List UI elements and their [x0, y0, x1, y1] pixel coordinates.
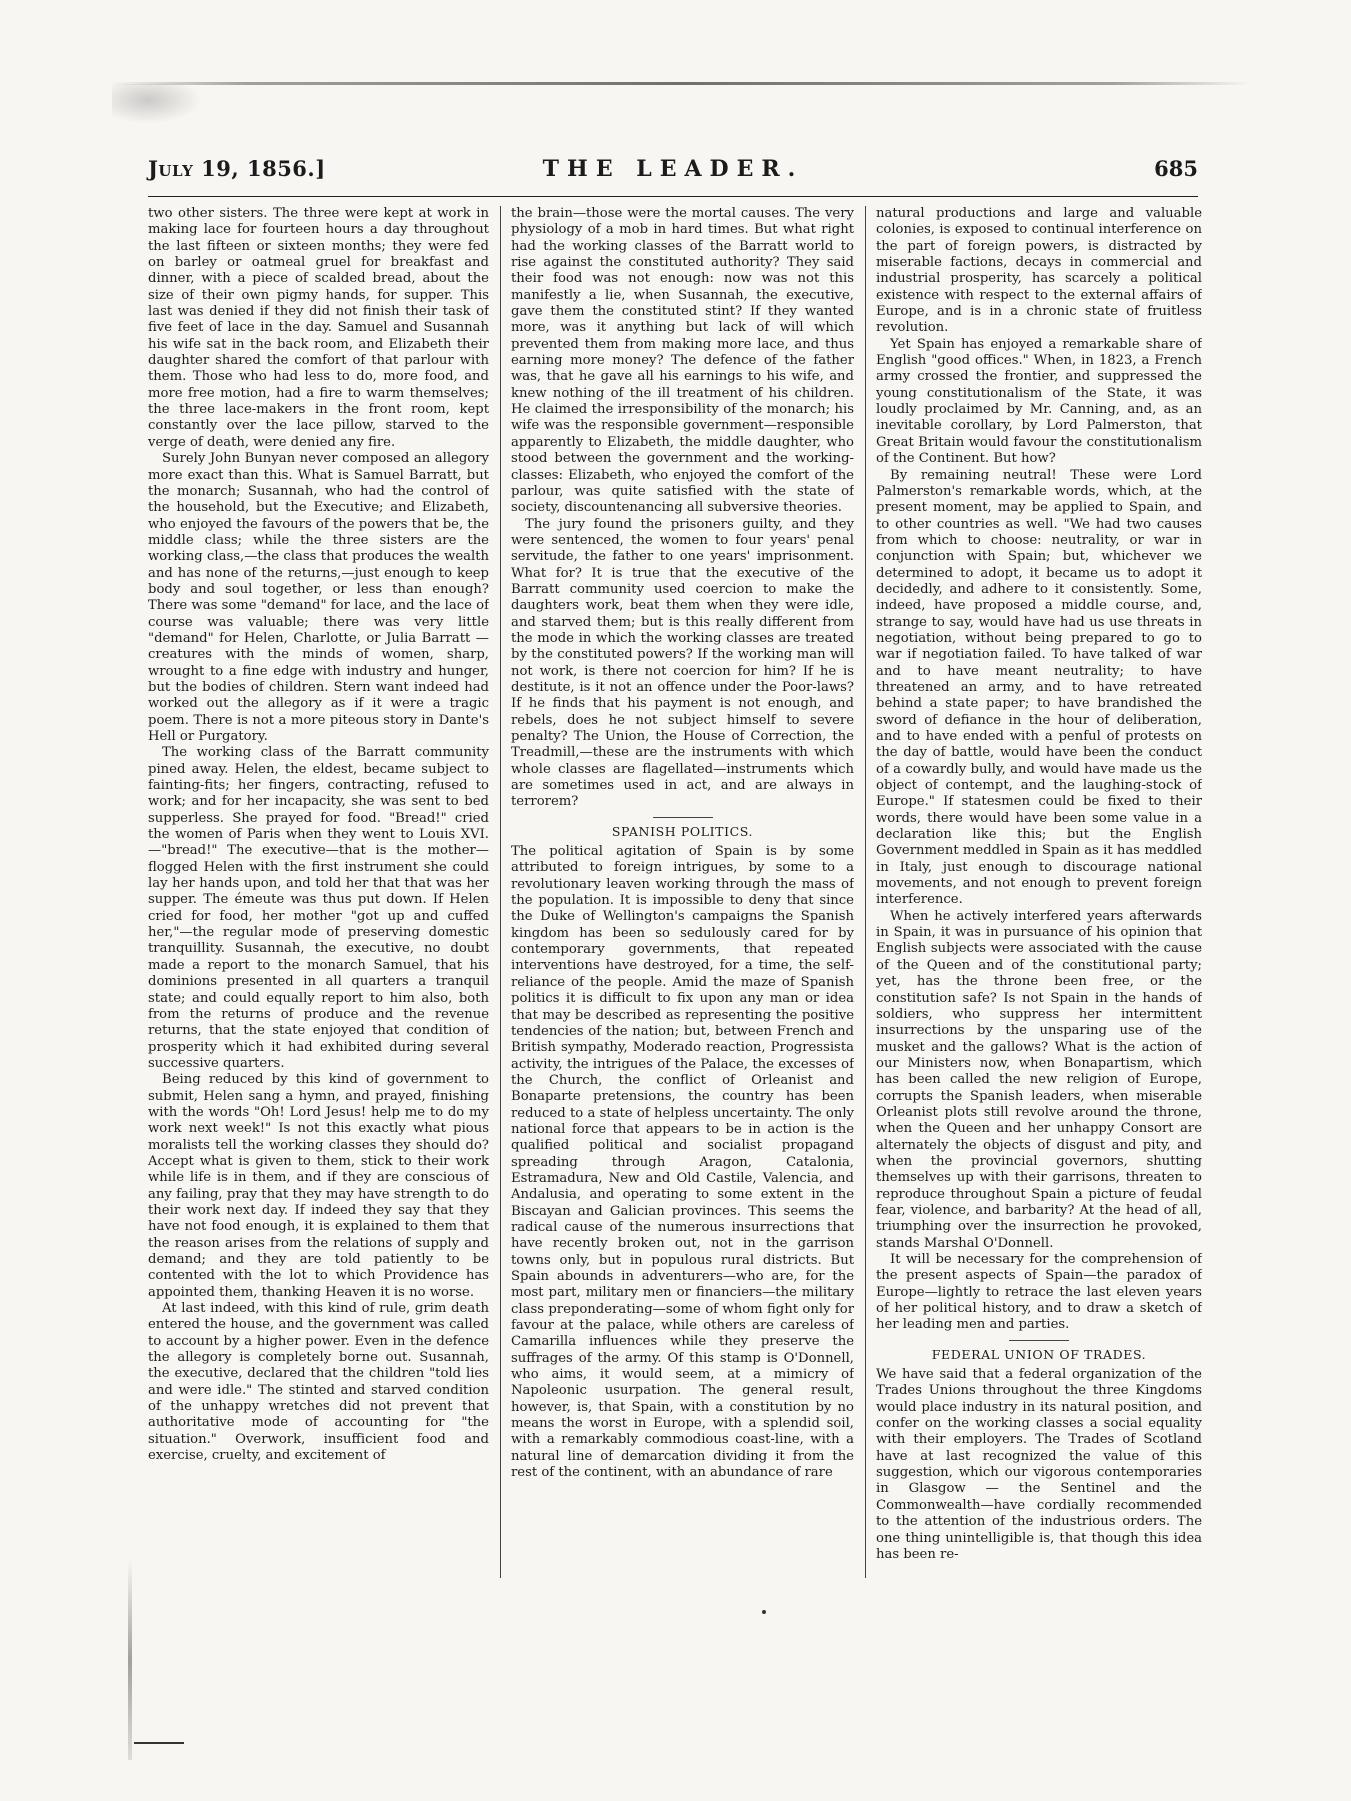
- paragraph: At last indeed, with this kind of rule, grim death entered the house, and the government was called to account by a higher power. Even in the defence the allegory is completely borne out. Susannah, the executive, declared that the children "told lies and were idle." The stinted and starved condition of the unhappy wretches did not prevent that authoritative mode of accounting for "the situation." Overwork, insufficient food and exercise, cruelty, and excitement of: [148, 1301, 489, 1464]
- scan-scratch: [128, 1560, 132, 1760]
- paragraph: By remaining neutral! These were Lord Palmerston's remarkable words, which, at the present moment, may be applied to Spain, and to other countries as well. "We had two causes from which to choose: neutrality, or war in conjunction with Spain; but, whichever we determined to adopt, it became us to adopt it decidedly, and adhere to it consistently. Some, indeed, have proposed a middle course, and, strange to say, would have had us use threats in negotiation, without being prepared to go to war if negotiation failed. To have talked of war and to have meant neutrality; to have threatened an army, and to have retreated behind a state paper; to have brandished the sword of defiance in the hour of deliberation, and to have ended with a penful of protests on the day of battle, would have been the conduct of a cowardly bully, and would have made us the object of contempt, and the laughing-stock of Europe." If statesmen could be fixed to their words, there would have been some value in a declaration like this; but the English Government meddled in Spain as it has meddled in Italy, just enough to discourage national movements, and not enough to prevent foreign interference.: [876, 467, 1202, 908]
- paragraph: We have said that a federal organization of the Trades Unions throughout the three Kingdoms would place industry in its natural position, and confer on the working classes a social equality with their employers. The Trades of Scotland have at last recognized the value of this suggestion, which our vigorous contemporaries in Glasgow — the Sentinel and the Commonwealth—have cordially recommended to the attention of the industrious orders. The one thing unintelligible is, that though this idea has been re-: [876, 1367, 1202, 1562]
- paragraph: When he actively interfered years afterwards in Spain, it was in pursuance of his opinion that English subjects were associated with the cause of the Queen and of the constitutional party; yet, has the throne been free, or the constitution safe? Is not Spain in the hands of soldiers, who suppress her intermittent insurrections by the unsparing use of the musket and the gallows? What is the action of our Ministers now, when Bonapartism, which has been called the new religion of Europe, corrupts the Spanish leaders, when miserable Orleanist plots still revolve around the throne, when the Queen and her unhappy Consort are alternately the objects of disgust and pity, and when the provincial governors, shutting themselves up with their garrisons, threaten to reproduce throughout Spain a picture of feudal fear, violence, and barbarity? At the head of all, triumphing over the insurrection he provoked, stands Marshal O'Donnell.: [876, 908, 1202, 1251]
- paragraph: The jury found the prisoners guilty, and they were sentenced, the women to four years' penal servitude, the father to one years' imprisonment. What for? It is true that the executive of the Barratt community used coercion to make the daughters work, beat them when they were idle, and starved them; but is this really different from the mode in which the working classes are treated by the constituted powers? If the working man will not work, is there not coercion for him? If he is destitute, is it not an offence under the Poor-laws? If he finds that his payment is not enough, and rebels, does he not subject himself to severe penalty? The Union, the House of Correction, the Treadmill,—these are the instruments with which whole classes are flagellated—instruments which are sometimes used in act, and are always in terrorem?: [511, 516, 854, 810]
- newspaper-title: THE LEADER.: [542, 156, 804, 182]
- column-divider: [500, 206, 501, 1578]
- paragraph: It will be necessary for the comprehension of the present aspects of Spain—the paradox of Europe—lightly to retrace the last eleven years of her political history, and to draw a sketch of her leading men and parties.: [876, 1252, 1202, 1333]
- section-title-spanish-politics: SPANISH POLITICS.: [611, 823, 754, 839]
- section-rule: [1009, 1340, 1069, 1341]
- paragraph: the brain—those were the mortal causes. The very physiology of a mob in hard times. But what right had the working classes of the Barratt world to rise against the constituted authority? They said their food was not enough: now was not this manifestly a lie, when Susannah, the executive, gave them the constituted stint? If they wanted more, was it anything but lack of will which prevented them from making more lace, and thus earning more money? The defence of the father was, that he gave all his earnings to his wife, and knew nothing of the ill treatment of his children. He claimed the irresponsibility of the monarch; his wife was the responsible government—responsible apparently to Elizabeth, the middle daughter, who stood between the government and the working-classes: Elizabeth, who enjoyed the comfort of the parlour, was quite satisfied with the state of society, discountenancing all subversive theories.: [511, 206, 854, 516]
- scan-edge-shadow: [110, 82, 1250, 85]
- page-header: [148, 156, 1198, 190]
- paragraph: The working class of the Barratt community pined away. Helen, the eldest, became subject to fainting-fits; her fingers, contracting, refused to work; and for her incapacity, she was sent to bed supperless. She prayed for food. "Bread!" cried the women of Paris when they went to Louis XVI.—"bread!" The executive—that is the mother—flogged Helen with the first instrument she could lay her hands upon, and told her that that was her supper. The émeute was thus put down. If Helen cried for food, her mother "got up and cuffed her,"—the regular mode of preserving domestic tranquillity. Susannah, the executive, no doubt made a report to the monarch Samuel, that his dominions presented in all quarters a tranquil state; and could equally report to him also, both from the returns of produce and the revenue returns, that the state enjoyed that condition of prosperity which it had exhibited during several successive quarters.: [148, 745, 489, 1071]
- header-rule: [148, 196, 1198, 197]
- ink-dot: [762, 1610, 766, 1614]
- paragraph: Being reduced by this kind of government to submit, Helen sang a hymn, and prayed, finishing with the words "Oh! Lord Jesus! help me to do my work next week!" Is not this exactly what pious moralists tell the working classes they should do? Accept what is given to them, stick to their work while life is in them, and if they are conscious of any failing, pray that they may have strength to do their work next day. If indeed they say that they have not food enough, it is explained to them that the reason arises from the relations of supply and demand; and they are told patiently to be contented with the lot to which Providence has appointed them, thanking Heaven it is no worse.: [148, 1072, 489, 1300]
- paragraph: Yet Spain has enjoyed a remarkable share of English "good offices." When, in 1823, a French army crossed the frontier, and suppressed the young constitutionalism of the State, it was loudly proclaimed by Mr. Canning, and, as an inevitable corollary, by Lord Palmerston, that Great Britain would favour the constitutionalism of the Continent. But how?: [876, 336, 1202, 467]
- scan-smudge: [112, 84, 202, 124]
- section-rule: [653, 817, 713, 818]
- issue-date: July 19, 1856.]: [148, 156, 326, 181]
- page-number: 685: [1154, 156, 1198, 181]
- scan-corner-mark: [134, 1742, 184, 1754]
- section-title-federal-union: FEDERAL UNION OF TRADES.: [931, 1346, 1147, 1362]
- column-3: [876, 206, 1202, 1578]
- column-2: [511, 206, 854, 1578]
- paragraph: two other sisters. The three were kept at work in making lace for fourteen hours a day throughout the last fifteen or sixteen months; they were fed on barley or oatmeal gruel for breakfast and dinner, with a piece of scalded bread, about the size of their own pigmy hands, for supper. This last was denied if they did not finish their task of five feet of lace in the day. Samuel and Susannah his wife sat in the back room, and Elizabeth their daughter shared the comfort of that parlour with them. Those who had less to do, more food, and more free motion, had a fire to warm themselves; the three lace-makers in the front room, kept constantly over the lace pillow, starved to the verge of death, were denied any fire.: [148, 206, 489, 450]
- paragraph: natural productions and large and valuable colonies, is exposed to continual interference on the part of foreign powers, is distracted by miserable factions, decays in commercial and industrial prosperity, has scarcely a political existence with respect to the external affairs of Europe, and is in a chronic state of fruitless revolution.: [876, 206, 1202, 336]
- paragraph: The political agitation of Spain is by some attributed to foreign intrigues, by some to a revolutionary leaven working through the mass of the population. It is impossible to deny that since the Duke of Wellington's campaigns the Spanish kingdom has been so sedulously cared for by contemporary governments, that repeated interventions have destroyed, for a time, the self-reliance of the people. Amid the maze of Spanish politics it is difficult to fix upon any man or idea that may be described as representing the positive tendencies of the nation; but, between French and British sympathy, Moderado reaction, Progressista activity, the intrigues of the Palace, the excesses of the Church, the conflict of Orleanist and Bonaparte pretensions, the country has been reduced to a state of helpless uncertainty. The only national force that appears to be in action is the qualified political and socialist propagand spreading through Aragon, Catalonia, Estramadura, New and Old Castile, Valencia, and Andalusia, and operating to some extent in the Biscayan and Galician provinces. This seems the radical cause of the numerous insurrections that have recently broken out, not in the garrison towns only, but in populous rural districts. But Spain abounds in adventurers—who are, for the most part, military men or financiers—the military class preponderating—some of whom fight only for favour at the palace, while others are careless of Camarilla influences while they preserve the suffrages of the army. Of this stamp is O'Donnell, who aims, it would seem, at a mimicry of Napoleonic usurpation. The general result, however, is, that Spain, with a constitution by no means the worst in Europe, with a splendid soil, with a remarkably commodious coast-line, with a natural line of demarcation dividing it from the rest of the continent, with an abundance of rare: [511, 844, 854, 1481]
- paragraph: Surely John Bunyan never composed an allegory more exact than this. What is Samuel Barratt, but the monarch; Susannah, who had the control of the household, but the Executive; and Elizabeth, who enjoyed the favours of the powers that be, the middle class; while the three sisters are the working class,—the class that produces the wealth and has none of the returns,—just enough to keep body and soul together, or less than enough? There was some "demand" for lace, and the lace of course was valuable; there was very little "demand" for Helen, Charlotte, or Julia Barratt —creatures with the minds of women, sharp, wrought to a fine edge with industry and hunger, but the bodies of children. Stern want indeed had worked out the allegory as if it were a tragic poem. There is not a more piteous story in Dante's Hell or Purgatory.: [148, 451, 489, 744]
- column-divider: [865, 206, 866, 1578]
- column-1: [148, 206, 489, 1578]
